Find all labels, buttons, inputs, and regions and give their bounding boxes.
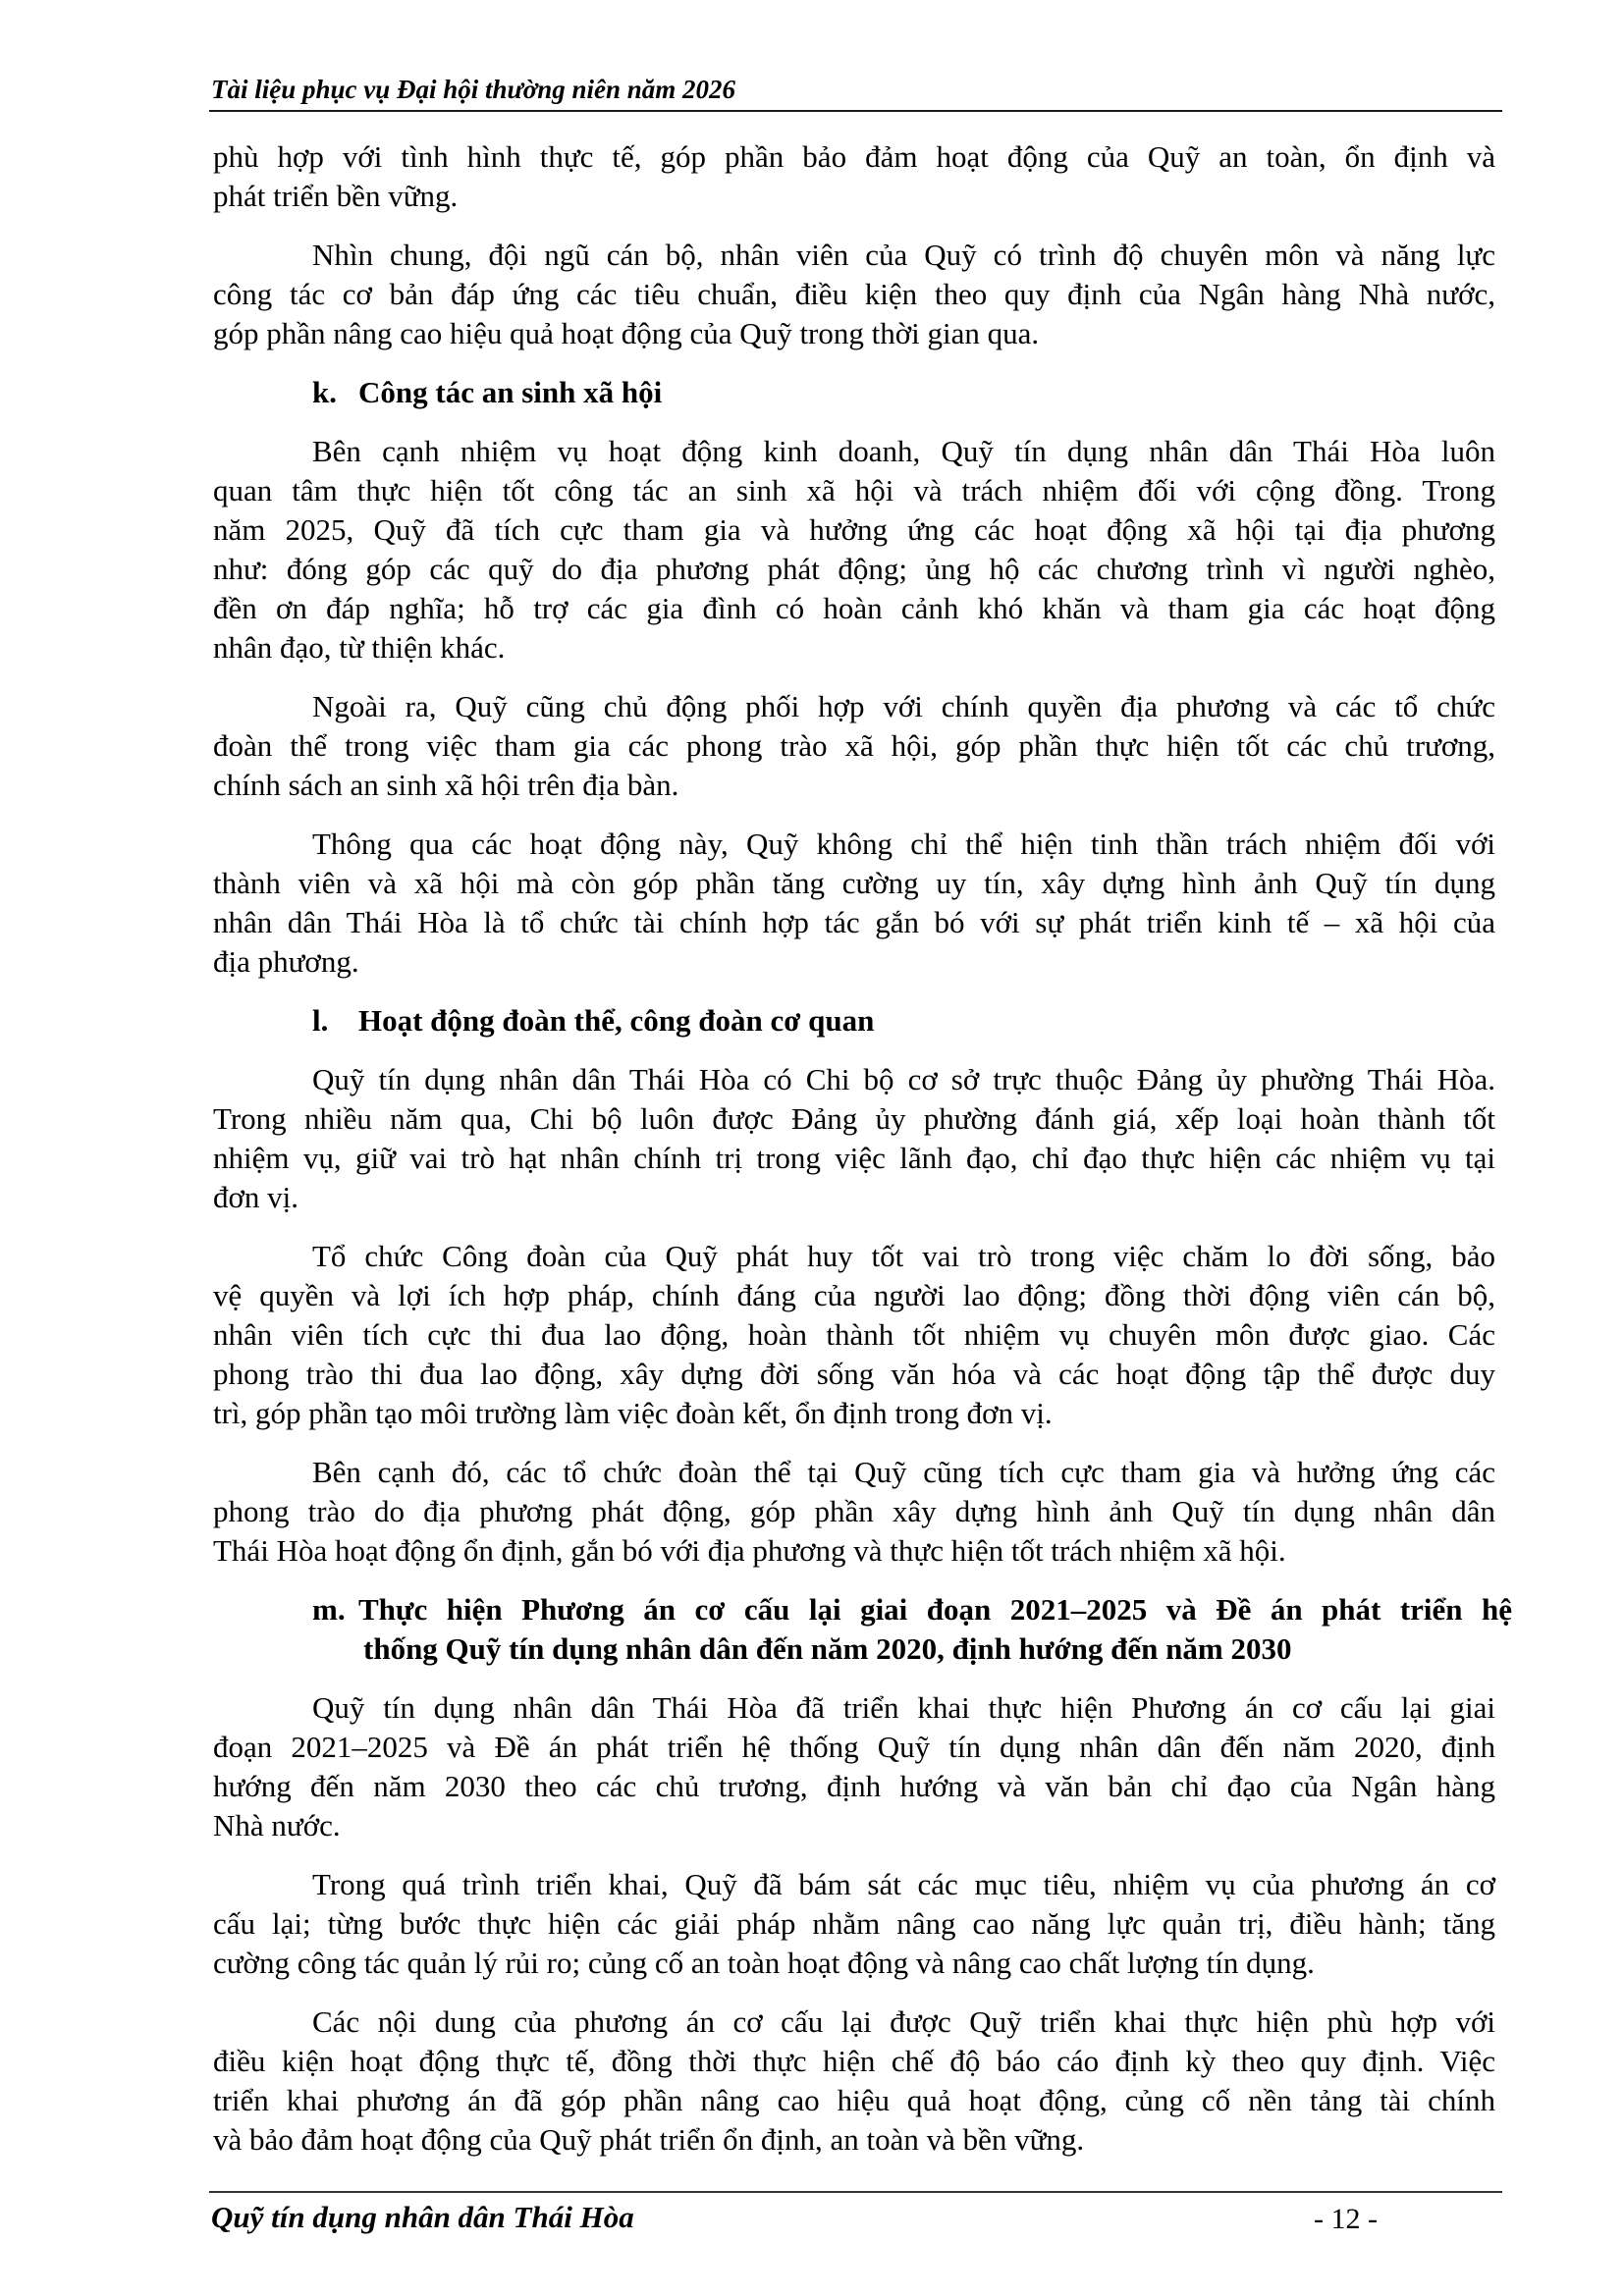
section-heading	[213, 1590, 1512, 1669]
paragraph	[213, 1237, 1495, 1433]
section-heading	[213, 373, 1495, 412]
heading-line: Công tác an sinh xã hội	[358, 375, 663, 409]
paragraph-line: cấu lại; từng bước thực hiện các giải pháp nhằm nâng cao năng lực quản trị, điều hành; tăng	[213, 1906, 1495, 1941]
paragraph	[213, 825, 1495, 982]
paragraph-line: địa phương.	[213, 944, 359, 979]
paragraph	[213, 2002, 1495, 2160]
paragraph-line: nhân đạo, từ thiện khác.	[213, 630, 506, 665]
paragraph-line: Nhìn chung, đội ngũ cán bộ, nhân viên của Quỹ có trình độ chuyên môn và năng lực	[312, 238, 1495, 272]
paragraph	[213, 1060, 1495, 1217]
header-rule	[209, 110, 1502, 112]
paragraph-line: vệ quyền và lợi ích hợp pháp, chính đáng của người lao động; đồng thời động viên cán bộ,	[213, 1278, 1495, 1312]
paragraph-line: đoàn thể trong việc tham gia các phong trào xã hội, góp phần thực hiện tốt các chủ trương,	[213, 728, 1495, 763]
paragraph-line: điều kiện hoạt động thực tế, đồng thời thực hiện chế độ báo cáo định kỳ theo quy định. Việc	[213, 2044, 1495, 2078]
paragraph-line: góp phần nâng cao hiệu quả hoạt động của Quỹ trong thời gian qua.	[213, 316, 1040, 350]
footer-organization: Quỹ tín dụng nhân dân Thái Hòa	[211, 2200, 634, 2234]
heading-line: Hoạt động đoàn thể, công đoàn cơ quan	[358, 1003, 875, 1038]
paragraph-line: đơn vị.	[213, 1180, 299, 1214]
paragraph-line: Quỹ tín dụng nhân dân Thái Hòa đã triển khai thực hiện Phương án cơ cấu lại giai	[312, 1690, 1495, 1725]
paragraph	[213, 236, 1495, 353]
paragraph-line: cường công tác quản lý rủi ro; củng cố an toàn hoạt động và nâng cao chất lượng tín dụng.	[213, 1946, 1315, 1980]
paragraph	[213, 1453, 1495, 1571]
paragraph-line: Tổ chức Công đoàn của Quỹ phát huy tốt vai trò trong việc chăm lo đời sống, bảo	[312, 1239, 1495, 1273]
section-heading-text	[358, 373, 1512, 412]
section-heading-text	[358, 1001, 1512, 1041]
page-number: - 12 -	[1314, 2203, 1378, 2235]
paragraph-line: Bên cạnh đó, các tổ chức đoàn thể tại Quỹ cũng tích cực tham gia và hưởng ứng các	[312, 1455, 1495, 1489]
paragraph-line: Thông qua các hoạt động này, Quỹ không chỉ thể hiện tinh thần trách nhiệm đối với	[312, 827, 1495, 861]
paragraph-line: trì, góp phần tạo môi trường làm việc đoàn kết, ổn định trong đơn vị.	[213, 1396, 1053, 1430]
section-marker: l.	[312, 1003, 329, 1038]
paragraph-line: phong trào do địa phương phát động, góp phần xây dựng hình ảnh Quỹ tín dụng nhân dân	[213, 1494, 1495, 1528]
paragraph-line: phát triển bền vững.	[213, 179, 459, 213]
paragraph	[213, 432, 1495, 667]
paragraph-line: quan tâm thực hiện tốt công tác an sinh xã hội và trách nhiệm đối với cộng đồng. Trong	[213, 473, 1495, 507]
paragraph-line: hướng đến năm 2030 theo các chủ trương, định hướng và văn bản chỉ đạo của Ngân hàng	[213, 1769, 1495, 1803]
paragraph-line: phù hợp với tình hình thực tế, góp phần bảo đảm hoạt động của Quỹ an toàn, ổn định và	[213, 139, 1495, 174]
paragraph-line: nhân dân Thái Hòa là tổ chức tài chính hợp tác gắn bó với sự phát triển kinh tế – xã hội của	[213, 905, 1495, 939]
paragraph-line: công tác cơ bản đáp ứng các tiêu chuẩn, điều kiện theo quy định của Ngân hàng Nhà nước,	[213, 277, 1495, 311]
section-marker: m.	[312, 1592, 346, 1627]
paragraph	[213, 1688, 1495, 1845]
running-header: Tài liệu phục vụ Đại hội thường niên năm 2026	[211, 75, 736, 104]
document-body	[213, 137, 1512, 2160]
paragraph	[213, 1865, 1495, 1983]
paragraph-line: Ngoài ra, Quỹ cũng chủ động phối hợp với chính quyền địa phương và các tổ chức	[312, 689, 1495, 723]
paragraph-line: năm 2025, Quỹ đã tích cực tham gia và hưởng ứng các hoạt động xã hội tại địa phương	[213, 512, 1495, 547]
section-heading	[213, 1001, 1495, 1041]
paragraph	[213, 137, 1495, 216]
section-marker: k.	[312, 375, 337, 409]
paragraph-line: Thái Hòa hoạt động ổn định, gắn bó với địa phương và thực hiện tốt trách nhiệm xã hội.	[213, 1533, 1286, 1568]
paragraph-line: đoạn 2021–2025 và Đề án phát triển hệ thống Quỹ tín dụng nhân dân đến năm 2020, định	[213, 1730, 1495, 1764]
paragraph-line: và bảo đảm hoạt động của Quỹ phát triển ổn định, an toàn và bền vững.	[213, 2122, 1085, 2157]
paragraph-line: nhiệm vụ, giữ vai trò hạt nhân chính trị trong việc lãnh đạo, chỉ đạo thực hiện các nhiệm vụ tại	[213, 1141, 1495, 1175]
heading-line: Thực hiện Phương án cơ cấu lại giai đoạn 2021–2025 và Đề án phát triển hệ	[358, 1592, 1512, 1627]
paragraph-line: Các nội dung của phương án cơ cấu lại được Quỹ triển khai thực hiện phù hợp với	[312, 2004, 1495, 2039]
section-heading-text	[358, 1590, 1512, 1669]
paragraph-line: thành viên và xã hội mà còn góp phần tăng cường uy tín, xây dựng hình ảnh Quỹ tín dụng	[213, 866, 1495, 900]
paragraph-line: phong trào thi đua lao động, xây dựng đời sống văn hóa và các hoạt động tập thể được duy	[213, 1357, 1495, 1391]
paragraph-line: Quỹ tín dụng nhân dân Thái Hòa có Chi bộ cơ sở trực thuộc Đảng ủy phường Thái Hòa.	[312, 1062, 1495, 1096]
heading-line: thống Quỹ tín dụng nhân dân đến năm 2020, định hướng đến năm 2030	[363, 1631, 1292, 1666]
paragraph-line: đền ơn đáp nghĩa; hỗ trợ các gia đình có hoàn cảnh khó khăn và tham gia các hoạt động	[213, 591, 1495, 625]
paragraph-line: triển khai phương án đã góp phần nâng cao hiệu quả hoạt động, củng cố nền tảng tài chính	[213, 2083, 1495, 2117]
paragraph-line: Trong quá trình triển khai, Quỹ đã bám sát các mục tiêu, nhiệm vụ của phương án cơ	[312, 1867, 1495, 1901]
paragraph-line: nhân viên tích cực thi đua lao động, hoàn thành tốt nhiệm vụ chuyên môn được giao. Các	[213, 1317, 1495, 1352]
footer-rule	[209, 2191, 1502, 2193]
paragraph-line: Nhà nước.	[213, 1808, 341, 1842]
paragraph	[213, 687, 1495, 805]
paragraph-line: chính sách an sinh xã hội trên địa bàn.	[213, 768, 679, 802]
paragraph-line: Trong nhiều năm qua, Chi bộ luôn được Đảng ủy phường đánh giá, xếp loại hoàn thành tốt	[213, 1101, 1495, 1136]
paragraph-line: Bên cạnh nhiệm vụ hoạt động kinh doanh, Quỹ tín dụng nhân dân Thái Hòa luôn	[312, 434, 1495, 468]
paragraph-line: như: đóng góp các quỹ do địa phương phát động; ủng hộ các chương trình vì người nghèo,	[213, 552, 1495, 586]
